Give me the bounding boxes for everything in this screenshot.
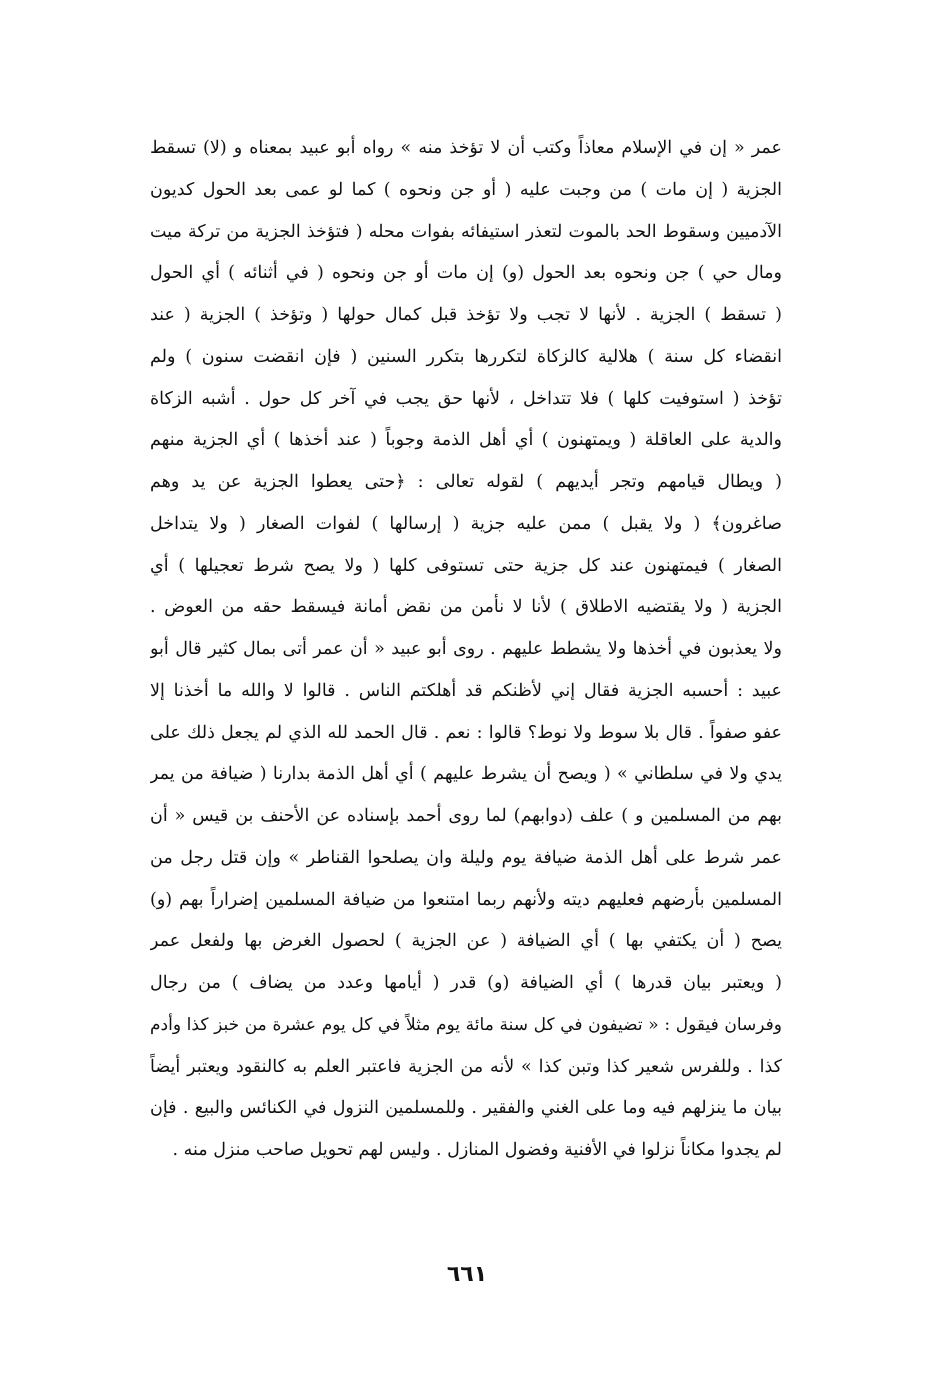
text-line: عبيد : أحسبه الجزية فقال إني لأظنكم قد أهلكتم الناس . قالوا لا والله ما أخذنا إلا [150, 680, 782, 701]
text-line: ( ويطال قيامهم وتجر أيديهم ) لقوله تعالى : ﴿حتى يعطوا الجزية عن يد وهم [150, 472, 782, 492]
text-line: لم يجدوا مكاناً نزلوا في الأفنية وفضول المنازل . وليس لهم تحويل صاحب منزل منه . [172, 1140, 782, 1160]
text-line: الآدميين وسقوط الحد بالموت لتعذر استيفائه بفوات محله ( فتؤخذ الجزية من تركة ميت [150, 221, 782, 242]
text-line: انقضاء كل سنة ) هلالية كالزكاة لتكررها بتكرر السنين ( فإن انقضت سنون ) ولم [150, 346, 782, 367]
page-number: ٦٦١ [446, 1262, 488, 1287]
text-line: كذا . وللفرس شعير كذا وتبن كذا » لأنه من الجزية فاعتبر العلم به كالنقود ويعتبر أيضاً [150, 1056, 782, 1077]
text-line: بهم من المسلمين و ) علف (دوابهم) لما روى أحمد بإسناده عن الأحنف بن قيس « أن [150, 806, 782, 826]
text-line: والدية على العاقلة ( ويمتهنون ) أي أهل الذمة وجوباً ( عند أخذها ) أي الجزية منهم [150, 430, 782, 451]
text-line: عمر « إن في الإسلام معاذاً وكتب أن لا تؤخذ منه » رواه أبو عبيد بمعناه و (لا) تسقط [150, 138, 782, 158]
text-line: ( ويعتبر بيان قدرها ) أي الضيافة (و) قدر ( أيامها وعدد من يضاف ) من رجال [150, 973, 782, 993]
text-line: صاغرون﴾ ( ولا يقبل ) ممن عليه جزية ( إرسالها ) لفوات الصغار ( ولا يتداخل [150, 513, 782, 534]
text-line: ولا يعذبون في أخذها ولا يشطط عليهم . روى أبو عبيد « أن عمر أتى بمال كثير قال أبو [150, 639, 782, 659]
text-line: المسلمين بأرضهم فعليهم ديته ولأنهم ربما امتنعوا من ضيافة المسلمين إضراراً بهم (و) [150, 889, 782, 910]
text-line: تؤخذ ( استوفيت كلها ) فلا تتداخل ، لأنها حق يجب في آخر كل حول . أشبه الزكاة [150, 388, 782, 409]
text-line: الصغار ) فيمتهنون عند كل جزية حتى تستوفى كلها ( ولا يصح شرط تعجيلها ) أي [150, 555, 782, 576]
text-line: عفو صفواً . قال بلا سوط ولا نوط؟ قالوا : نعم . قال الحمد لله الذي لم يجعل ذلك على [150, 722, 782, 743]
text-line: الجزية ( ولا يقتضيه الاطلاق ) لأنا لا نأمن من نقض أمانة فيسقط حقه من العوض . [150, 597, 782, 618]
text-line: الجزية ( إن مات ) من وجبت عليه ( أو جن ونحوه ) كما لو عمى بعد الحول كديون [150, 179, 782, 200]
text-line: يدي ولا في سلطاني » ( ويصح أن يشرط عليهم ) أي أهل الذمة بدارنا ( ضيافة من يمر [150, 764, 782, 785]
text-line: يصح ( أن يكتفي بها ) أي الضيافة ( عن الجزية ) لحصول الغرض بها ولفعل عمر [150, 931, 782, 952]
text-line: ومال حي ) جن ونحوه بعد الحول (و) إن مات أو جن ونحوه ( في أثنائه ) أي الحول [150, 263, 782, 284]
body-text [150, 128, 782, 1172]
text-line: وفرسان فيقول : « تضيفون في كل سنة مائة يوم مثلاً في كل يوم عشرة من خبز كذا وأدم [150, 1014, 782, 1035]
text-line: بيان ما ينزلهم فيه وما على الغني والفقير . وللمسلمين النزول في الكنائس والبيع . فإن [150, 1098, 782, 1119]
text-line: عمر شرط على أهل الذمة ضيافة يوم وليلة وان يصلحوا القناطر » وإن قتل رجل من [150, 847, 782, 868]
text-line: ( تسقط ) الجزية . لأنها لا تجب ولا تؤخذ قبل كمال حولها ( وتؤخذ ) الجزية ( عند [150, 305, 782, 325]
